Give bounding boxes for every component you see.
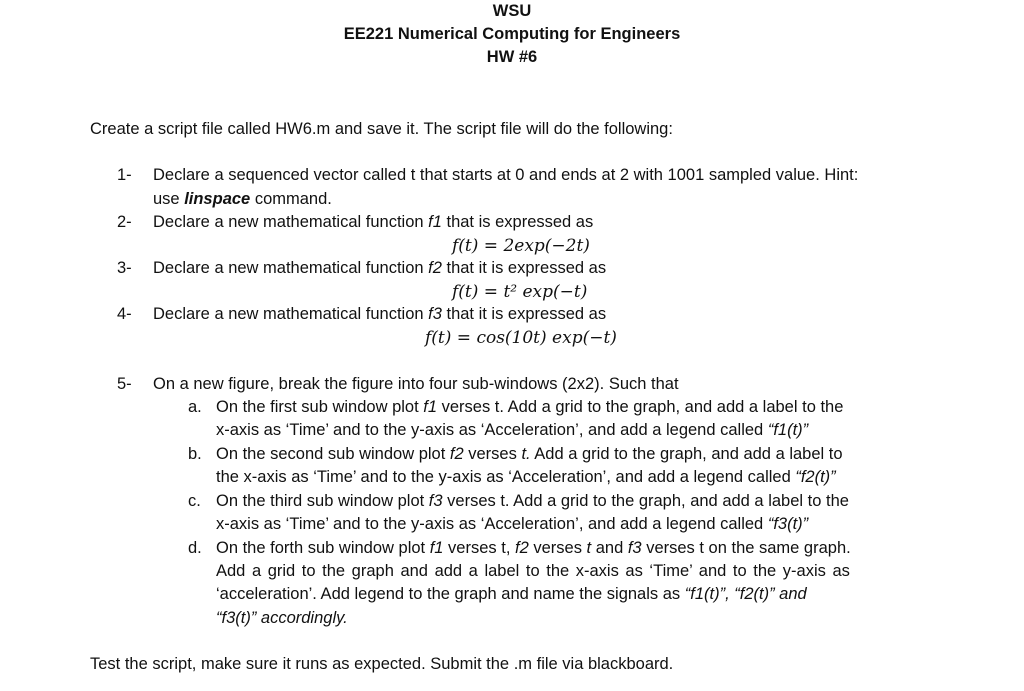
item-5-text: On a new figure, break the figure into four sub-windows (2x2). Such that: [153, 375, 679, 393]
subitem-letter: b.: [188, 445, 202, 463]
linspace-command: linspace: [184, 190, 251, 208]
item-number: 5-: [117, 375, 132, 393]
subitem-letter: d.: [188, 539, 202, 557]
subitem-b-line-2: the x-axis as ‘Time’ and to the y-axis as ‘Acceleration’, and add a legend called “f2(t)”: [216, 468, 836, 486]
footer-text: Test the script, make sure it runs as expected. Submit the .m file via blackboard.: [90, 655, 674, 673]
item-2-text: Declare a new mathematical function f1 that is expressed as: [153, 213, 594, 231]
subitem-d-line-3: ‘acceleration’. Add legend to the graph and name the signals as “f1(t)”, “f2(t)” and: [216, 585, 807, 603]
formula-f2: f(t) = t² exp(−t): [452, 282, 588, 302]
subitem-c-line-1: On the third sub window plot f3 verses t. Add a grid to the graph, and add a label to the: [216, 492, 849, 510]
formula-f3: f(t) = cos(10t) exp(−t): [425, 328, 617, 348]
header-course: EE221 Numerical Computing for Engineers: [343, 25, 681, 43]
item-3-text: Declare a new mathematical function f2 that it is expressed as: [153, 259, 607, 277]
item-4-text: Declare a new mathematical function f3 that it is expressed as: [153, 305, 607, 323]
subitem-a-line-1: On the first sub window plot f1 verses t. Add a grid to the graph, and add a label to the: [216, 398, 844, 416]
item-1-line-1: Declare a sequenced vector called t that starts at 0 and ends at 2 with 1001 sampled value. Hint:: [153, 166, 859, 184]
subitem-d-line-1: On the forth sub window plot f1 verses t, f2 verses t and f3 verses t on the same graph.: [216, 539, 851, 557]
item-number: 4-: [117, 305, 132, 323]
item-number: 2-: [117, 213, 132, 231]
subitem-c-line-2: x-axis as ‘Time’ and to the y-axis as ‘Acceleration’, and add a legend called “f3(t)”: [216, 515, 809, 533]
item-number: 1-: [117, 166, 132, 184]
header-school: WSU: [492, 2, 532, 20]
subitem-a-line-2: x-axis as ‘Time’ and to the y-axis as ‘Acceleration’, and add a legend called “f1(t)”: [216, 421, 809, 439]
intro-text: Create a script file called HW6.m and save it. The script file will do the following:: [90, 120, 673, 138]
header-hw: HW #6: [486, 48, 538, 66]
subitem-b-line-1: On the second sub window plot f2 verses t. Add a grid to the graph, and add a label to: [216, 445, 843, 463]
item-1-line-2: use linspace command.: [153, 190, 332, 208]
subitem-d-line-4: “f3(t)” accordingly.: [216, 609, 348, 627]
subitem-letter: c.: [188, 492, 201, 510]
item-number: 3-: [117, 259, 132, 277]
formula-f1: f(t) = 2exp(−2t): [452, 236, 590, 256]
subitem-d-line-2: Add a grid to the graph and add a label to the x-axis as ‘Time’ and to the y-axis as: [216, 562, 850, 580]
subitem-letter: a.: [188, 398, 202, 416]
